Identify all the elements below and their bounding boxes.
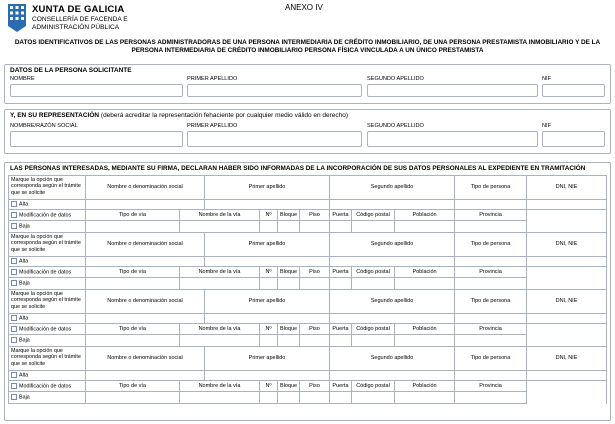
modificacion-label: Modificación de datos (19, 325, 72, 332)
baja-row (9, 278, 607, 290)
numero-cell[interactable] (260, 335, 278, 347)
tipo-persona-cell[interactable] (455, 314, 527, 324)
col-nombre-via-header: Nombre de la vía (180, 381, 260, 392)
bloque-cell[interactable] (278, 392, 300, 404)
puerta-cell[interactable] (330, 392, 352, 404)
col-nombre-header: Nombre o denominación social (86, 290, 205, 314)
modificacion-row (9, 210, 607, 221)
primer-apellido-label: PRIMER APELLIDO (187, 76, 238, 82)
codigo-postal-cell[interactable] (352, 221, 395, 233)
razon-social-label: NOMBRE/RAZÓN SOCIAL (10, 123, 78, 129)
baja-label: Baja (19, 394, 30, 401)
col-poblacion-header: Población (395, 381, 455, 392)
col-piso-header: Piso (300, 381, 330, 392)
modificacion-row (9, 381, 607, 392)
numero-cell[interactable] (260, 392, 278, 404)
col-bloque-header: Bloque (278, 381, 300, 392)
col-puerta-header: Puerta (330, 210, 352, 221)
alta-checkbox[interactable] (11, 372, 17, 378)
primer-apellido-input[interactable] (187, 84, 362, 97)
piso-cell[interactable] (300, 335, 330, 347)
col-numero-header: Nº (260, 210, 278, 221)
poblacion-cell[interactable] (395, 392, 455, 404)
col-bloque-header: Bloque (278, 267, 300, 278)
col-nombre-via-header: Nombre de la vía (180, 267, 260, 278)
col-bloque-header: Bloque (278, 324, 300, 335)
nombre-cell[interactable] (86, 371, 205, 381)
baja-option[interactable] (9, 221, 86, 233)
interesadas-section (4, 162, 611, 421)
tipo-persona-cell[interactable] (455, 257, 527, 267)
interesadas-table (8, 175, 607, 404)
rep-segundo-apellido-label: SEGUNDO APELLIDO (367, 123, 424, 129)
razon-social-input[interactable] (10, 131, 183, 147)
col-primer-apellido-header: Primer apellido (205, 176, 330, 200)
col-segundo-apellido-header: Segundo apellido (330, 233, 455, 257)
alta-checkbox[interactable] (11, 315, 17, 321)
person-header-row (9, 290, 607, 314)
col-segundo-apellido-header: Segundo apellido (330, 347, 455, 371)
alta-checkbox[interactable] (11, 258, 17, 264)
baja-option[interactable] (9, 335, 86, 347)
baja-checkbox[interactable] (11, 394, 17, 400)
modificacion-row (9, 267, 607, 278)
nombre-input[interactable] (10, 84, 183, 97)
solicitante-section (4, 64, 611, 104)
puerta-cell[interactable] (330, 221, 352, 233)
baja-checkbox[interactable] (11, 223, 17, 229)
opcion-label: Marque la opción que corresponda según el trámite que se solicite (9, 290, 86, 314)
col-segundo-apellido-header: Segundo apellido (330, 176, 455, 200)
baja-label: Baja (19, 337, 30, 344)
modificacion-option[interactable] (9, 210, 86, 221)
opcion-label: Marque la opción que corresponda según el trámite que se solicite (9, 347, 86, 371)
nombre-via-cell[interactable] (180, 278, 260, 290)
representacion-title-bold: Y, EN SU REPRESENTACIÓN (10, 112, 100, 119)
opcion-label: Marque la opción que corresponda según el trámite que se solicite (9, 233, 86, 257)
alta-row (9, 371, 607, 381)
col-poblacion-header: Población (395, 210, 455, 221)
col-tipo-via-header: Tipo de vía (86, 267, 180, 278)
provincia-cell[interactable] (455, 335, 527, 347)
nombre-via-cell[interactable] (180, 221, 260, 233)
col-tipo-via-header: Tipo de vía (86, 210, 180, 221)
dni-cell[interactable] (527, 371, 607, 381)
modificacion-option[interactable] (9, 324, 86, 335)
alta-row (9, 200, 607, 210)
alta-row (9, 314, 607, 324)
col-codigo-postal-header: Código postal (352, 381, 395, 392)
baja-checkbox[interactable] (11, 280, 17, 286)
col-piso-header: Piso (300, 324, 330, 335)
bloque-cell[interactable] (278, 335, 300, 347)
col-nombre-via-header: Nombre de la vía (180, 324, 260, 335)
modificacion-label: Modificación de datos (19, 211, 72, 218)
nombre-cell[interactable] (86, 314, 205, 324)
provincia-cell[interactable] (455, 278, 527, 290)
poblacion-cell[interactable] (395, 335, 455, 347)
col-numero-header: Nº (260, 381, 278, 392)
col-piso-header: Piso (300, 267, 330, 278)
col-provincia-header: Provincia (455, 267, 527, 278)
nombre-label: NOMBRE (10, 76, 35, 82)
segundo-apellido-cell[interactable] (330, 257, 455, 267)
col-dni-header: DNI, NIE (527, 233, 607, 257)
col-codigo-postal-header: Código postal (352, 324, 395, 335)
representacion-section (4, 109, 611, 154)
col-provincia-header: Provincia (455, 381, 527, 392)
nombre-via-cell[interactable] (180, 335, 260, 347)
tipo-via-cell[interactable] (86, 335, 180, 347)
baja-row (9, 392, 607, 404)
primer-apellido-cell[interactable] (205, 257, 330, 267)
rep-primer-apellido-input[interactable] (187, 131, 362, 147)
col-piso-header: Piso (300, 210, 330, 221)
tipo-persona-cell[interactable] (455, 200, 527, 210)
alta-option[interactable] (9, 371, 86, 381)
col-tipo-via-header: Tipo de vía (86, 324, 180, 335)
modificacion-label: Modificación de datos (19, 268, 72, 275)
tipo-via-cell[interactable] (86, 392, 180, 404)
nombre-cell[interactable] (86, 200, 205, 210)
primer-apellido-cell[interactable] (205, 200, 330, 210)
person-header-row (9, 176, 607, 200)
col-nombre-via-header: Nombre de la vía (180, 210, 260, 221)
document-heading (10, 39, 605, 55)
alta-option[interactable] (9, 314, 86, 324)
modificacion-row (9, 324, 607, 335)
alta-label: Alta (19, 315, 29, 322)
rep-nif-label: NIF (542, 123, 552, 129)
tipo-via-cell[interactable] (86, 221, 180, 233)
bloque-cell[interactable] (278, 221, 300, 233)
col-nombre-header: Nombre o denominación social (86, 176, 205, 200)
primer-apellido-cell[interactable] (205, 314, 330, 324)
col-dni-header: DNI, NIE (527, 290, 607, 314)
col-bloque-header: Bloque (278, 210, 300, 221)
heading-line1: DATOS IDENTIFICATIVOS DE LAS PERSONAS ADMINISTRADORAS DE UNA PERSONA INTERMEDIARIA DE CRÉDITO INMOBILIARIO, DE UNA PERSONA PRESTAMISTA INMOBILIARIO Y DE LA (14, 39, 601, 46)
modificacion-checkbox[interactable] (11, 269, 17, 275)
col-tipo-persona-header: Tipo de persona (455, 233, 527, 257)
segundo-apellido-cell[interactable] (330, 371, 455, 381)
col-puerta-header: Puerta (330, 324, 352, 335)
interesadas-title: LAS PERSONAS INTERESADAS, MEDIANTE SU FIRMA, DECLARAN HABER SIDO INFORMADAS DE LA INCORPORACIÓN DE SUS DATOS PERSONALES AL EXPEDIENTE EN TRAMITACIÓN (10, 165, 586, 172)
alta-checkbox[interactable] (11, 201, 17, 207)
col-primer-apellido-header: Primer apellido (205, 233, 330, 257)
col-provincia-header: Provincia (455, 324, 527, 335)
col-codigo-postal-header: Código postal (352, 210, 395, 221)
dni-cell[interactable] (527, 257, 607, 267)
heading-line2: PERSONA INTERMEDIARIA DE CRÉDITO INMOBILIARIO PERSONA FÍSICA VINCULADA A UN ÚNICO PRESTAMISTA (131, 47, 484, 54)
poblacion-cell[interactable] (395, 278, 455, 290)
codigo-postal-cell[interactable] (352, 335, 395, 347)
modificacion-checkbox[interactable] (11, 212, 17, 218)
numero-cell[interactable] (260, 278, 278, 290)
solicitante-title: DATOS DE LA PERSONA SOLICITANTE (10, 67, 132, 74)
xunta-emblem-icon (8, 4, 26, 32)
numero-cell[interactable] (260, 221, 278, 233)
alta-option[interactable] (9, 200, 86, 210)
col-nombre-header: Nombre o denominación social (86, 233, 205, 257)
primer-apellido-cell[interactable] (205, 371, 330, 381)
poblacion-cell[interactable] (395, 221, 455, 233)
rep-nif-input[interactable] (542, 131, 605, 147)
person-header-row (9, 233, 607, 257)
representacion-title (10, 112, 348, 119)
rep-primer-apellido-label: PRIMER APELLIDO (187, 123, 238, 129)
tipo-persona-cell[interactable] (455, 371, 527, 381)
col-numero-header: Nº (260, 267, 278, 278)
person-header-row (9, 347, 607, 371)
col-tipo-via-header: Tipo de vía (86, 381, 180, 392)
col-primer-apellido-header: Primer apellido (205, 347, 330, 371)
modificacion-label: Modificación de datos (19, 382, 72, 389)
alta-row (9, 257, 607, 267)
baja-row (9, 335, 607, 347)
col-tipo-persona-header: Tipo de persona (455, 176, 527, 200)
logo-department-line2: ADMINISTRACIÓN PÚBLICA (32, 24, 120, 31)
baja-option[interactable] (9, 392, 86, 404)
piso-cell[interactable] (300, 278, 330, 290)
modificacion-option[interactable] (9, 267, 86, 278)
nif-input[interactable] (542, 84, 605, 97)
alta-label: Alta (19, 372, 29, 379)
segundo-apellido-cell[interactable] (330, 200, 455, 210)
col-segundo-apellido-header: Segundo apellido (330, 290, 455, 314)
col-provincia-header: Provincia (455, 210, 527, 221)
codigo-postal-cell[interactable] (352, 392, 395, 404)
baja-label: Baja (19, 223, 30, 230)
modificacion-option[interactable] (9, 381, 86, 392)
tipo-via-cell[interactable] (86, 278, 180, 290)
nif-label: NIF (542, 76, 552, 82)
col-nombre-header: Nombre o denominación social (86, 347, 205, 371)
puerta-cell[interactable] (330, 278, 352, 290)
col-dni-header: DNI, NIE (527, 176, 607, 200)
alta-label: Alta (19, 201, 29, 208)
piso-cell[interactable] (300, 221, 330, 233)
provincia-cell[interactable] (455, 221, 527, 233)
alta-option[interactable] (9, 257, 86, 267)
col-poblacion-header: Población (395, 267, 455, 278)
col-tipo-persona-header: Tipo de persona (455, 290, 527, 314)
representacion-note: (deberá acreditar la representación fehaciente por cualquier medio válido en derecho) (100, 112, 349, 119)
alta-label: Alta (19, 258, 29, 265)
col-poblacion-header: Población (395, 324, 455, 335)
nombre-via-cell[interactable] (180, 392, 260, 404)
col-numero-header: Nº (260, 324, 278, 335)
col-puerta-header: Puerta (330, 267, 352, 278)
modificacion-checkbox[interactable] (11, 383, 17, 389)
puerta-cell[interactable] (330, 335, 352, 347)
segundo-apellido-label: SEGUNDO APELLIDO (367, 76, 424, 82)
col-codigo-postal-header: Código postal (352, 267, 395, 278)
bloque-cell[interactable] (278, 278, 300, 290)
col-dni-header: DNI, NIE (527, 347, 607, 371)
opcion-label: Marque la opción que corresponda según el trámite que se solicite (9, 176, 86, 200)
baja-row (9, 221, 607, 233)
col-primer-apellido-header: Primer apellido (205, 290, 330, 314)
logo-title: XUNTA DE GALICIA (32, 4, 125, 15)
piso-cell[interactable] (300, 392, 330, 404)
segundo-apellido-cell[interactable] (330, 314, 455, 324)
nombre-cell[interactable] (86, 257, 205, 267)
dni-cell[interactable] (527, 200, 607, 210)
col-tipo-persona-header: Tipo de persona (455, 347, 527, 371)
codigo-postal-cell[interactable] (352, 278, 395, 290)
dni-cell[interactable] (527, 314, 607, 324)
logo-department-line1: CONSELLERÍA DE FACENDA E (32, 16, 128, 23)
col-puerta-header: Puerta (330, 381, 352, 392)
baja-option[interactable] (9, 278, 86, 290)
baja-checkbox[interactable] (11, 337, 17, 343)
xunta-logo (8, 4, 133, 36)
provincia-cell[interactable] (455, 392, 527, 404)
rep-segundo-apellido-input[interactable] (367, 131, 538, 147)
annex-title: ANEXO IV (285, 3, 323, 12)
baja-label: Baja (19, 280, 30, 287)
segundo-apellido-input[interactable] (367, 84, 538, 97)
modificacion-checkbox[interactable] (11, 326, 17, 332)
